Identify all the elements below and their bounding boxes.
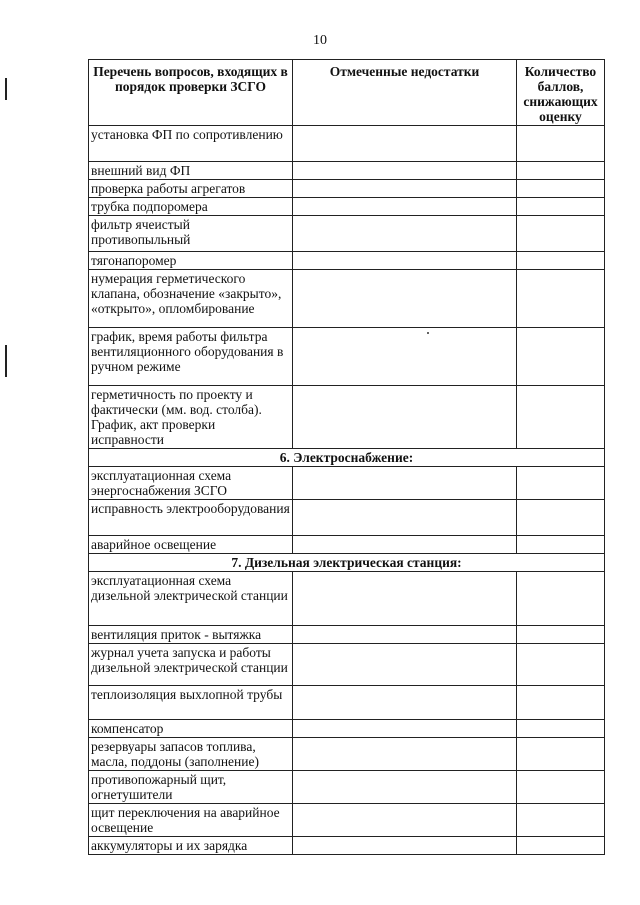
page-number: 10 bbox=[313, 33, 327, 48]
score-cell bbox=[517, 162, 605, 180]
score-cell bbox=[517, 626, 605, 644]
deficiency-cell bbox=[293, 216, 517, 252]
table-row bbox=[89, 252, 605, 270]
table-row bbox=[89, 644, 605, 686]
deficiency-cell bbox=[293, 252, 517, 270]
table-row bbox=[89, 500, 605, 536]
deficiency-cell bbox=[293, 198, 517, 216]
question-cell: журнал учета запуска и работы дизельной электрической станции bbox=[89, 644, 293, 686]
question-cell: теплоизоляция выхлопной трубы bbox=[89, 686, 293, 720]
question-cell: аккумуляторы и их зарядка bbox=[89, 837, 293, 855]
table-row bbox=[89, 386, 605, 449]
deficiency-cell bbox=[293, 686, 517, 720]
deficiency-cell bbox=[293, 328, 517, 386]
score-cell bbox=[517, 216, 605, 252]
deficiency-cell bbox=[293, 126, 517, 162]
table-row bbox=[89, 162, 605, 180]
table-row bbox=[89, 216, 605, 252]
margin-mark bbox=[5, 345, 7, 377]
score-cell bbox=[517, 572, 605, 626]
score-cell bbox=[517, 720, 605, 738]
inspection-table bbox=[88, 59, 605, 855]
deficiency-cell bbox=[293, 270, 517, 328]
question-cell: трубка подпоромера bbox=[89, 198, 293, 216]
table-header-row bbox=[89, 60, 605, 126]
table-row bbox=[89, 804, 605, 837]
margin-mark bbox=[5, 78, 7, 100]
score-cell bbox=[517, 837, 605, 855]
section-title: 6. Электроснабжение: bbox=[89, 449, 605, 467]
question-cell: нумерация герметического клапана, обозначение «закрыто», «открыто», опломбирование bbox=[89, 270, 293, 328]
question-cell: эксплуатационная схема энергоснабжения ЗСГО bbox=[89, 467, 293, 500]
score-cell bbox=[517, 644, 605, 686]
question-cell: установка ФП по сопротивлению bbox=[89, 126, 293, 162]
question-cell: внешний вид ФП bbox=[89, 162, 293, 180]
question-cell: исправность электрооборудования bbox=[89, 500, 293, 536]
score-cell bbox=[517, 738, 605, 771]
deficiency-cell bbox=[293, 738, 517, 771]
question-cell: проверка работы агрегатов bbox=[89, 180, 293, 198]
question-cell: компенсатор bbox=[89, 720, 293, 738]
deficiency-cell bbox=[293, 162, 517, 180]
question-cell: эксплуатационная схема дизельной электрической станции bbox=[89, 572, 293, 626]
section-row bbox=[89, 554, 605, 572]
section-title: 7. Дизельная электрическая станция: bbox=[89, 554, 605, 572]
score-cell bbox=[517, 804, 605, 837]
question-cell: аварийное освещение bbox=[89, 536, 293, 554]
question-cell: щит переключения на аварийное освещение bbox=[89, 804, 293, 837]
score-cell bbox=[517, 500, 605, 536]
score-cell bbox=[517, 536, 605, 554]
table-row bbox=[89, 837, 605, 855]
table-row bbox=[89, 126, 605, 162]
table-row bbox=[89, 686, 605, 720]
section-row bbox=[89, 449, 605, 467]
deficiency-cell bbox=[293, 771, 517, 804]
question-cell: тягонапоромер bbox=[89, 252, 293, 270]
table-row bbox=[89, 328, 605, 386]
table-row bbox=[89, 720, 605, 738]
deficiency-cell bbox=[293, 837, 517, 855]
question-cell: фильтр ячеистый противопыльный bbox=[89, 216, 293, 252]
deficiency-cell bbox=[293, 467, 517, 500]
question-cell: вентиляция приток - вытяжка bbox=[89, 626, 293, 644]
question-cell: противопожарный щит, огнетушители bbox=[89, 771, 293, 804]
header-questions: Перечень вопросов, входящих в порядок проверки ЗСГО bbox=[89, 60, 293, 126]
table-row bbox=[89, 572, 605, 626]
deficiency-cell bbox=[293, 644, 517, 686]
question-cell: резервуары запасов топлива, масла, поддоны (заполнение) bbox=[89, 738, 293, 771]
score-cell bbox=[517, 467, 605, 500]
table-row bbox=[89, 198, 605, 216]
deficiency-cell bbox=[293, 536, 517, 554]
deficiency-cell bbox=[293, 180, 517, 198]
score-cell bbox=[517, 198, 605, 216]
score-cell bbox=[517, 126, 605, 162]
table-row bbox=[89, 771, 605, 804]
deficiency-cell bbox=[293, 626, 517, 644]
score-cell bbox=[517, 771, 605, 804]
table-row bbox=[89, 270, 605, 328]
score-cell bbox=[517, 270, 605, 328]
table-row bbox=[89, 738, 605, 771]
score-cell bbox=[517, 252, 605, 270]
table-row bbox=[89, 626, 605, 644]
deficiency-cell bbox=[293, 386, 517, 449]
table-row bbox=[89, 467, 605, 500]
table-row bbox=[89, 536, 605, 554]
score-cell bbox=[517, 328, 605, 386]
score-cell bbox=[517, 180, 605, 198]
header-deficiencies: Отмеченные недостатки bbox=[293, 60, 517, 126]
header-score: Количество баллов, снижающих оценку bbox=[517, 60, 605, 126]
question-cell: герметичность по проекту и фактически (мм. вод. столба). График, акт проверки исправности bbox=[89, 386, 293, 449]
score-cell bbox=[517, 686, 605, 720]
deficiency-cell bbox=[293, 572, 517, 626]
table-body bbox=[89, 126, 605, 855]
deficiency-cell bbox=[293, 804, 517, 837]
score-cell bbox=[517, 386, 605, 449]
deficiency-cell bbox=[293, 500, 517, 536]
deficiency-cell bbox=[293, 720, 517, 738]
question-cell: график, время работы фильтра вентиляционного оборудования в ручном режиме bbox=[89, 328, 293, 386]
table-row bbox=[89, 180, 605, 198]
